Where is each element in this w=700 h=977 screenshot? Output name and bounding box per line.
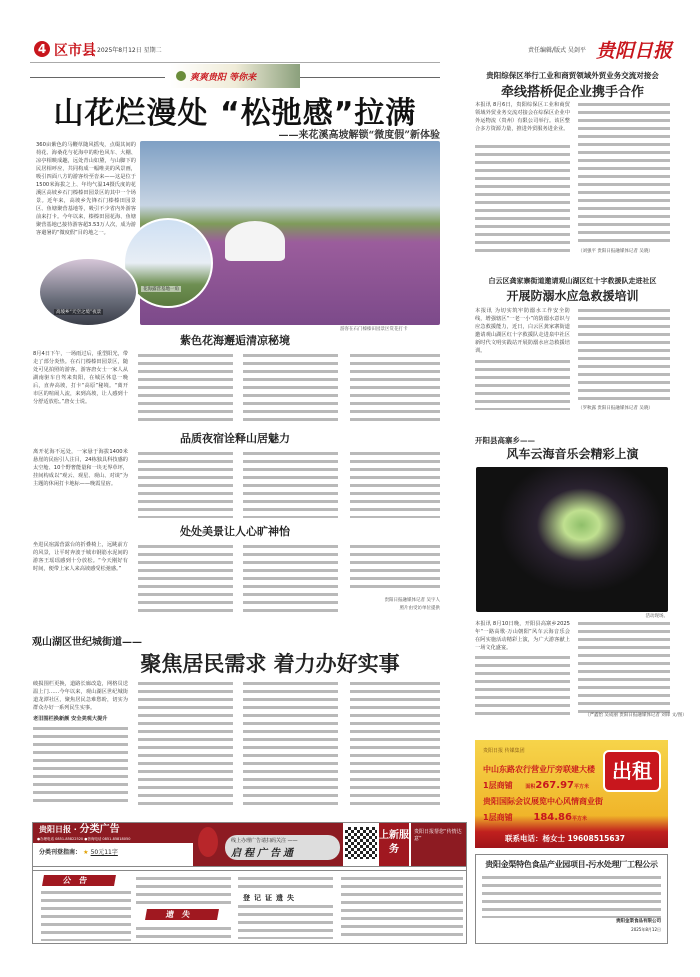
notice-date: 2025年8月12日 bbox=[631, 927, 661, 932]
notice-heading: 公告 bbox=[42, 875, 116, 886]
ad-property-1: 中山东路农行营业厅旁联建大楼 bbox=[483, 765, 595, 774]
text-column bbox=[578, 101, 670, 245]
classified-entries bbox=[136, 875, 231, 905]
intro-text: 360亩紫色的马鞭草随风摇曳，点缀其间的荷花、海桑花与花海中的粉色风车、大棚、凉亭相映成趣，远处青山如黛，与山脚下的民居相呼应，共同构成一幅唯美的风景画，吸引四面八方的游客纷至沓来——这是位于1500米海拔之上、年均气温14摄氏度的花溪区高坡乡石门榛榛田园景区的其中一个场景。近年来，高坡乡先锋石门榛榛田园景区、鱼塘聚营基地等，吸引不少省内外游客前来打卡。今年以来，榛榛田园花海、鱼塘聚营基地已接待游客超3.53万人次，成为游客避暑的“微度假”目的地之一。 bbox=[36, 142, 136, 236]
text-column bbox=[350, 543, 440, 593]
star-icon: ★ bbox=[83, 849, 89, 856]
editor-credit: 责任编辑/版式 吴剑平 bbox=[528, 47, 586, 54]
right-headline: 风车云海音乐会精彩上演 bbox=[506, 447, 639, 461]
classified-ads bbox=[32, 822, 467, 944]
classified-entries bbox=[41, 889, 131, 941]
text-column bbox=[243, 543, 338, 613]
text-column bbox=[350, 352, 440, 422]
text-column bbox=[475, 358, 570, 410]
ad-area: 184.86 bbox=[533, 812, 572, 823]
photo-caption: 活动现场。 bbox=[645, 614, 668, 619]
right-kicker: 白云区龚家寨街道邀请观山湖区红十字救援队走进社区 bbox=[488, 276, 657, 285]
classified-entries bbox=[238, 875, 333, 891]
right-headline: 牵线搭桥促企业携手合作 bbox=[500, 85, 644, 100]
ad-unit: 平方米 bbox=[573, 784, 589, 790]
section-heading: 紫色花海邂逅清凉秘境 bbox=[180, 334, 290, 347]
classified-rule bbox=[33, 866, 467, 871]
notice-company: 贵阳金渠食品有限公司 bbox=[616, 919, 661, 924]
text-column bbox=[578, 620, 670, 716]
classified-entries bbox=[238, 903, 333, 939]
header-rule bbox=[30, 62, 440, 63]
phone-icon bbox=[198, 827, 218, 857]
text-column bbox=[475, 654, 570, 716]
text-column bbox=[243, 450, 338, 518]
ad-area-label: 面积 bbox=[525, 784, 536, 790]
text-column bbox=[138, 352, 233, 422]
byline: 贵阳日报融媒体记者 吴宇人 bbox=[384, 598, 440, 603]
photo-credit: 照片由受访单位提供 bbox=[399, 606, 440, 611]
price-guide bbox=[39, 847, 118, 856]
ad-property-2: 贵阳国际会议展览中心风情商业街 bbox=[483, 797, 603, 806]
classified-brand: 贵阳日报 bbox=[39, 825, 71, 834]
for-rent-badge: 出租 bbox=[603, 750, 661, 792]
slogan-brand: 启程广告通 bbox=[231, 848, 296, 859]
price-label: 分类刊登指南： bbox=[39, 849, 82, 856]
classified-entries bbox=[136, 925, 231, 939]
text-column bbox=[138, 680, 233, 807]
price-value: 50元11字 bbox=[90, 849, 118, 856]
right-text: 本报讯 8月6日，贵阳综保区工业和商贸领域外贸业务交流对接会在综保区企业中外运物流（贵州）有限公司举行。该区整合多方资源力量，推进外贸服务进企业。 bbox=[475, 102, 570, 132]
text-column bbox=[350, 450, 440, 518]
right-kicker: 开阳县高寨乡—— bbox=[475, 436, 535, 445]
byline: （严鑫怡 吴成丽 贵阳日报融媒体记者 刘锋 文/图） bbox=[585, 713, 687, 718]
second-subhead: 老旧围栏换新颜 安全美观大提升 bbox=[33, 716, 108, 722]
section-title: 区市县 bbox=[54, 43, 96, 59]
ad-property-2-detail bbox=[483, 812, 587, 823]
slogan-bubble bbox=[225, 835, 340, 860]
second-lead: 破损围栏更换，道路长廊改造，网格员送温上门……今年以来，观山湖区世纪城街道龙潭社区，聚焦居民急难愁盼，切实为群众办好一系列民生实事。 bbox=[33, 681, 128, 711]
qr-code[interactable] bbox=[345, 827, 377, 859]
right-kicker: 贵阳综保区举行工业和商贸领域外贸业务交流对接会 bbox=[486, 71, 659, 80]
section-text: 8月4日下午，一场雨过后，重型阳光，带走了部分炎热。在石门榛榛田园景区，随处可见拍照的游客。游客唐女士一家人从湖南驱车自驾来贵阳，在城区休息一晚后，直奔高坡，打卡“高原”秘境。“离开市区的喧闹人流，来到高坡，让人感到十分舒适放松。”唐女士说。 bbox=[33, 351, 128, 405]
right-headline: 开展防溺水应急救援培训 bbox=[506, 289, 639, 303]
public-notice bbox=[475, 854, 668, 944]
text-column bbox=[243, 352, 338, 422]
badge-rule bbox=[300, 77, 440, 78]
byline: （刘强平 贵阳日报融媒体记者 吴晓） bbox=[578, 249, 653, 254]
column-badge bbox=[170, 64, 300, 88]
text-column bbox=[138, 450, 233, 518]
contact-phone: 联系电话：杨女士 19608515637 bbox=[505, 834, 626, 843]
cert-lost-heading: 登记证遗失 bbox=[243, 894, 298, 902]
second-kicker: 观山湖区世纪城街道—— bbox=[32, 637, 142, 648]
umbrella-figure bbox=[225, 221, 285, 261]
night-circle-photo bbox=[38, 257, 138, 327]
issue-date: 2025年8月12日 星期二 bbox=[97, 47, 162, 54]
new-service-badge: 上新服务 bbox=[379, 823, 409, 866]
section-heading: 处处美景让人心旷神怡 bbox=[180, 525, 290, 538]
rental-ad bbox=[475, 740, 668, 848]
text-column bbox=[33, 725, 128, 807]
right-text: 本报讯 8月10日晚，开阳县高寨乡2025年“一路高歌·万山朝阳”风车云海音乐会在阿实施活动精彩上演，为广大游客献上一场文化盛宴。 bbox=[475, 621, 570, 651]
header-divider bbox=[92, 42, 93, 56]
lost-heading: 遗失 bbox=[145, 909, 219, 920]
classified-title: 分类广告 bbox=[79, 824, 120, 835]
ad-area: 267.97 bbox=[535, 780, 574, 791]
notice-title: 贵阳金渠特色食品产业园项目-污水处理厂工程公示 bbox=[485, 859, 658, 869]
right-text: 本报讯 为切实筑牢防溺水工作安全防线，增强辖区“一老一小”的防溺水意识与应急救援能力，近日，白云区龚家寨街道邀请观山湖区红十字救援队走进泉中社区新时代文明实践站开展防溺水应急救援培训。 bbox=[475, 308, 570, 354]
column-badge-label: 爽爽贵阳 等你来 bbox=[190, 72, 257, 83]
byline: （罗秋露 贵阳日报融媒体记者 吴晓） bbox=[578, 406, 653, 411]
classified-entries bbox=[341, 875, 463, 939]
ad-brand: 贵阳日报 传媒集团 bbox=[483, 748, 525, 754]
help-text: 贵阳日报帮您“传情达意” bbox=[411, 823, 467, 866]
page-number: 4 bbox=[34, 41, 50, 57]
ad-floor: 1层商铺 bbox=[483, 781, 513, 790]
photo-caption: 游客在石门榛榛田园景区赏花打卡 bbox=[340, 327, 408, 332]
text-column bbox=[475, 143, 570, 255]
ad-property-1-detail bbox=[483, 780, 589, 791]
second-headline: 聚焦居民需求 着力办好实事 bbox=[140, 651, 400, 676]
text-column bbox=[138, 543, 233, 613]
section-text: 离开花海不远处，一家悬于海拔1400米悬崖的民宿引人注目，24栋独具科技感的太空舱、10个野奢能量和一块无界草坪，挂间构成以“观云、观星、观山、对谈”为主题的休闲打卡地标——晚霞星宿。 bbox=[33, 449, 128, 487]
text-column bbox=[578, 307, 670, 403]
text-column bbox=[350, 680, 440, 807]
notice-body bbox=[482, 874, 661, 918]
badge-emblem-icon bbox=[176, 71, 186, 81]
section-heading: 品质夜宿诠释山居魅力 bbox=[180, 432, 290, 445]
section-text: 坐进民宿露营露台的折叠椅上，远眺前方的风景，让平时奔波于城市钢筋水泥间的游客王瑶瑶感到十分放松。“今天刚好有时间，便带上家人来高坡感受松弛感。” bbox=[33, 542, 128, 572]
ad-unit: 平方米 bbox=[571, 816, 587, 822]
ad-floor: 1层商铺 bbox=[483, 813, 513, 822]
photo-caption: 花海露营基地一角 bbox=[143, 287, 179, 292]
classified-header: 贵阳日报 · 分类广告 bbox=[33, 823, 193, 837]
text-column bbox=[243, 680, 338, 807]
concert-photo bbox=[476, 467, 668, 612]
main-headline: 山花烂漫处 “松弛感”拉满 bbox=[53, 96, 417, 131]
main-subheadline: ——来花溪高坡解锁“微度假”新体验 bbox=[278, 130, 440, 141]
slogan-line: 线上办理广告请扫码关注 —— bbox=[231, 838, 298, 844]
newspaper-logo: 贵阳日报 bbox=[596, 40, 673, 62]
photo-caption: 高坡乡“天空之境”夜景 bbox=[56, 310, 102, 315]
classified-phones: ●办理电话 0851-85822520 ●咨询电话 0851-85818050 bbox=[33, 837, 193, 843]
badge-rule bbox=[30, 77, 165, 78]
